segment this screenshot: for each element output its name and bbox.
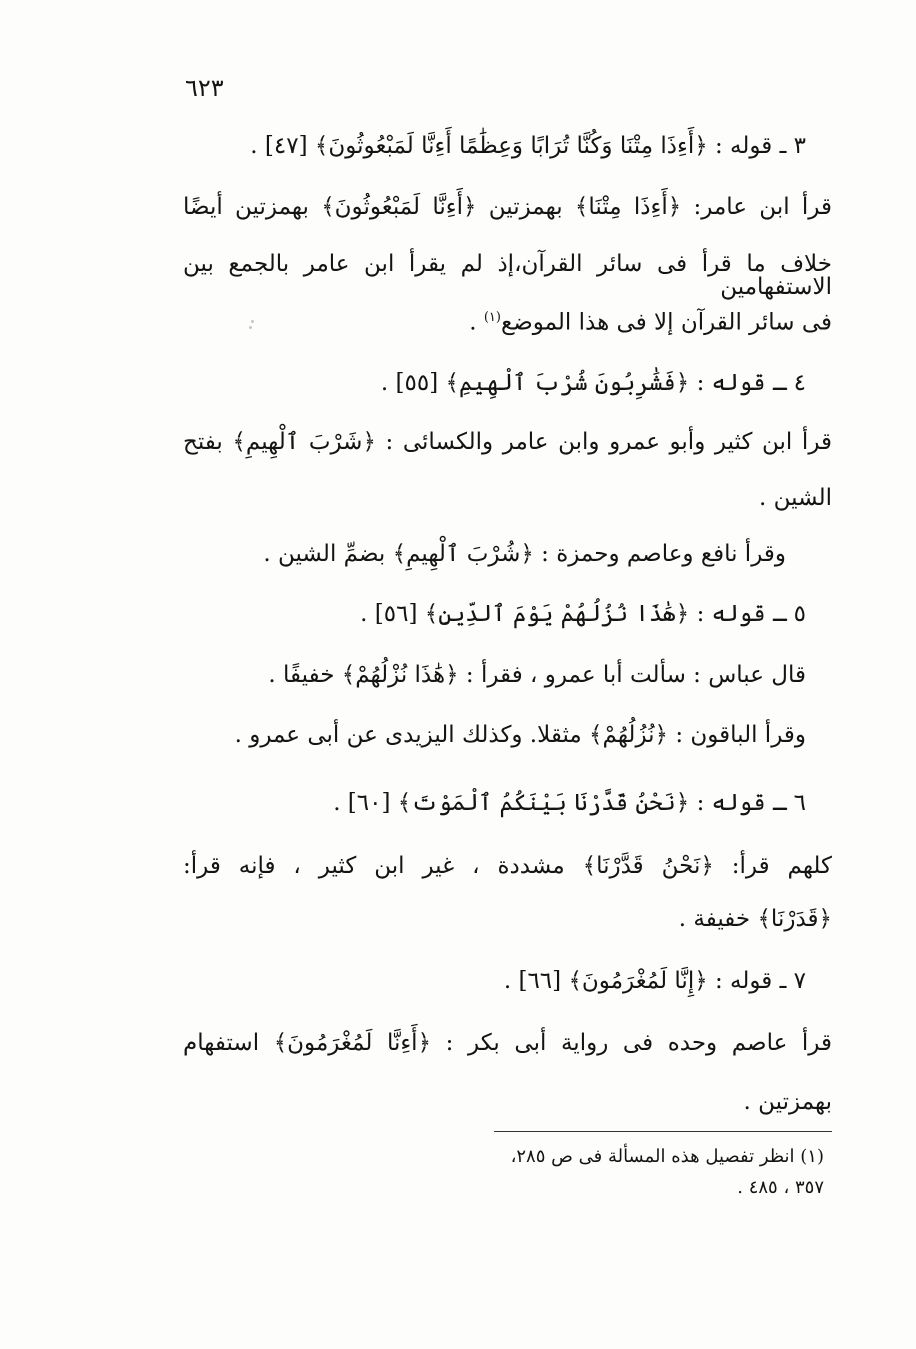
footnote-line-2: ٣٥٧ ، ٤٨٥ . [737,1177,824,1198]
section-6-body-line-2: ﴿قَدَرْنَا﴾ خفيفة . [678,906,832,932]
section-3-body-line-3-text: فى سائر القرآن إلا فى هذا الموضع [500,309,832,336]
footnote-reference: (١) [483,310,501,325]
section-4-body-line-2: الشين . [759,485,832,511]
footnote-line-1: (١) انظر تفصيل هذه المسألة فى ص ٢٨٥، [510,1146,824,1167]
section-6-heading: ٦ ـ قوله : ﴿نَحْنُ قَدَّرْنَا بَيْنَكُمُ ٱلْمَوْتَ﴾ [٦٠] . [333,790,806,816]
section-3-heading: ٣ ـ قوله : ﴿أَءِذَا مِتْنَا وَكُنَّا تُرَابًا وَعِظَٰمًا أَءِنَّا لَمَبْعُوثُونَ﴾ [٤٧] . [250,133,806,159]
section-4-heading: ٤ ـ قوله : ﴿فَشَٰرِبُونَ شُرْبَ ٱلْهِيمِ﴾ [٥٥] . [380,370,806,396]
scan-speck [249,326,252,329]
section-5-heading: ٥ ـ قوله : ﴿هَٰذَا نُزُلُهُمْ يَوْمَ ٱلدِّينِ﴾ [٥٦] . [360,601,806,627]
page-number: ٦٢٣ [185,74,224,102]
section-3-body-line-2: خلاف ما قرأ فى سائر القرآن،إذ لم يقرأ ابن عامر بالجمع بين الاستفهامين [183,251,832,300]
section-7-body-line-2: بهمزتين . [743,1089,832,1115]
footnote-divider [494,1131,832,1132]
section-5-body-line-2: وقرأ الباقون : ﴿نُزُلُهُمْ﴾ مثقلا. وكذلك اليزيدى عن أبى عمرو . [234,722,806,748]
section-3-body-line-3 [469,311,832,335]
section-6-body-line-1: كلهم قرأ: ﴿نَحْنُ قَدَّرْنَا﴾ مشددة ، غير ابن كثير ، فإنه قرأ: [183,853,832,879]
section-4-body-line-1: قرأ ابن كثير وأبو عمرو وابن عامر والكسائى : ﴿شَرْبَ ٱلْهِيمِ﴾ بفتح [183,429,832,455]
section-3-body-line-3-end: . [469,309,484,336]
section-7-body-line-1: قرأ عاصم وحده فى رواية أبى بكر : ﴿أَءِنَّا لَمُغْرَمُونَ﴾ استفهام [183,1030,832,1056]
scan-speck [251,320,254,323]
section-7-heading: ٧ ـ قوله : ﴿إِنَّا لَمُغْرَمُونَ﴾ [٦٦] . [503,968,806,994]
section-3-body-line-1: قرأ ابن عامر: ﴿أَءِذَا مِتْنَا﴾ بهمزتين ﴿أَءِنَّا لَمَبْعُوثُونَ﴾ بهمزتين أيضًا [183,194,832,220]
section-4-body-line-3: وقرأ نافع وعاصم وحمزة : ﴿شُرْبَ ٱلْهِيمِ﴾ بضمِّ الشين . [263,541,786,567]
section-5-body-line-1: قال عباس : سألت أبا عمرو ، فقرأ : ﴿هَٰذَا نُزْلُهُمْ﴾ خفيفًا . [268,662,806,688]
